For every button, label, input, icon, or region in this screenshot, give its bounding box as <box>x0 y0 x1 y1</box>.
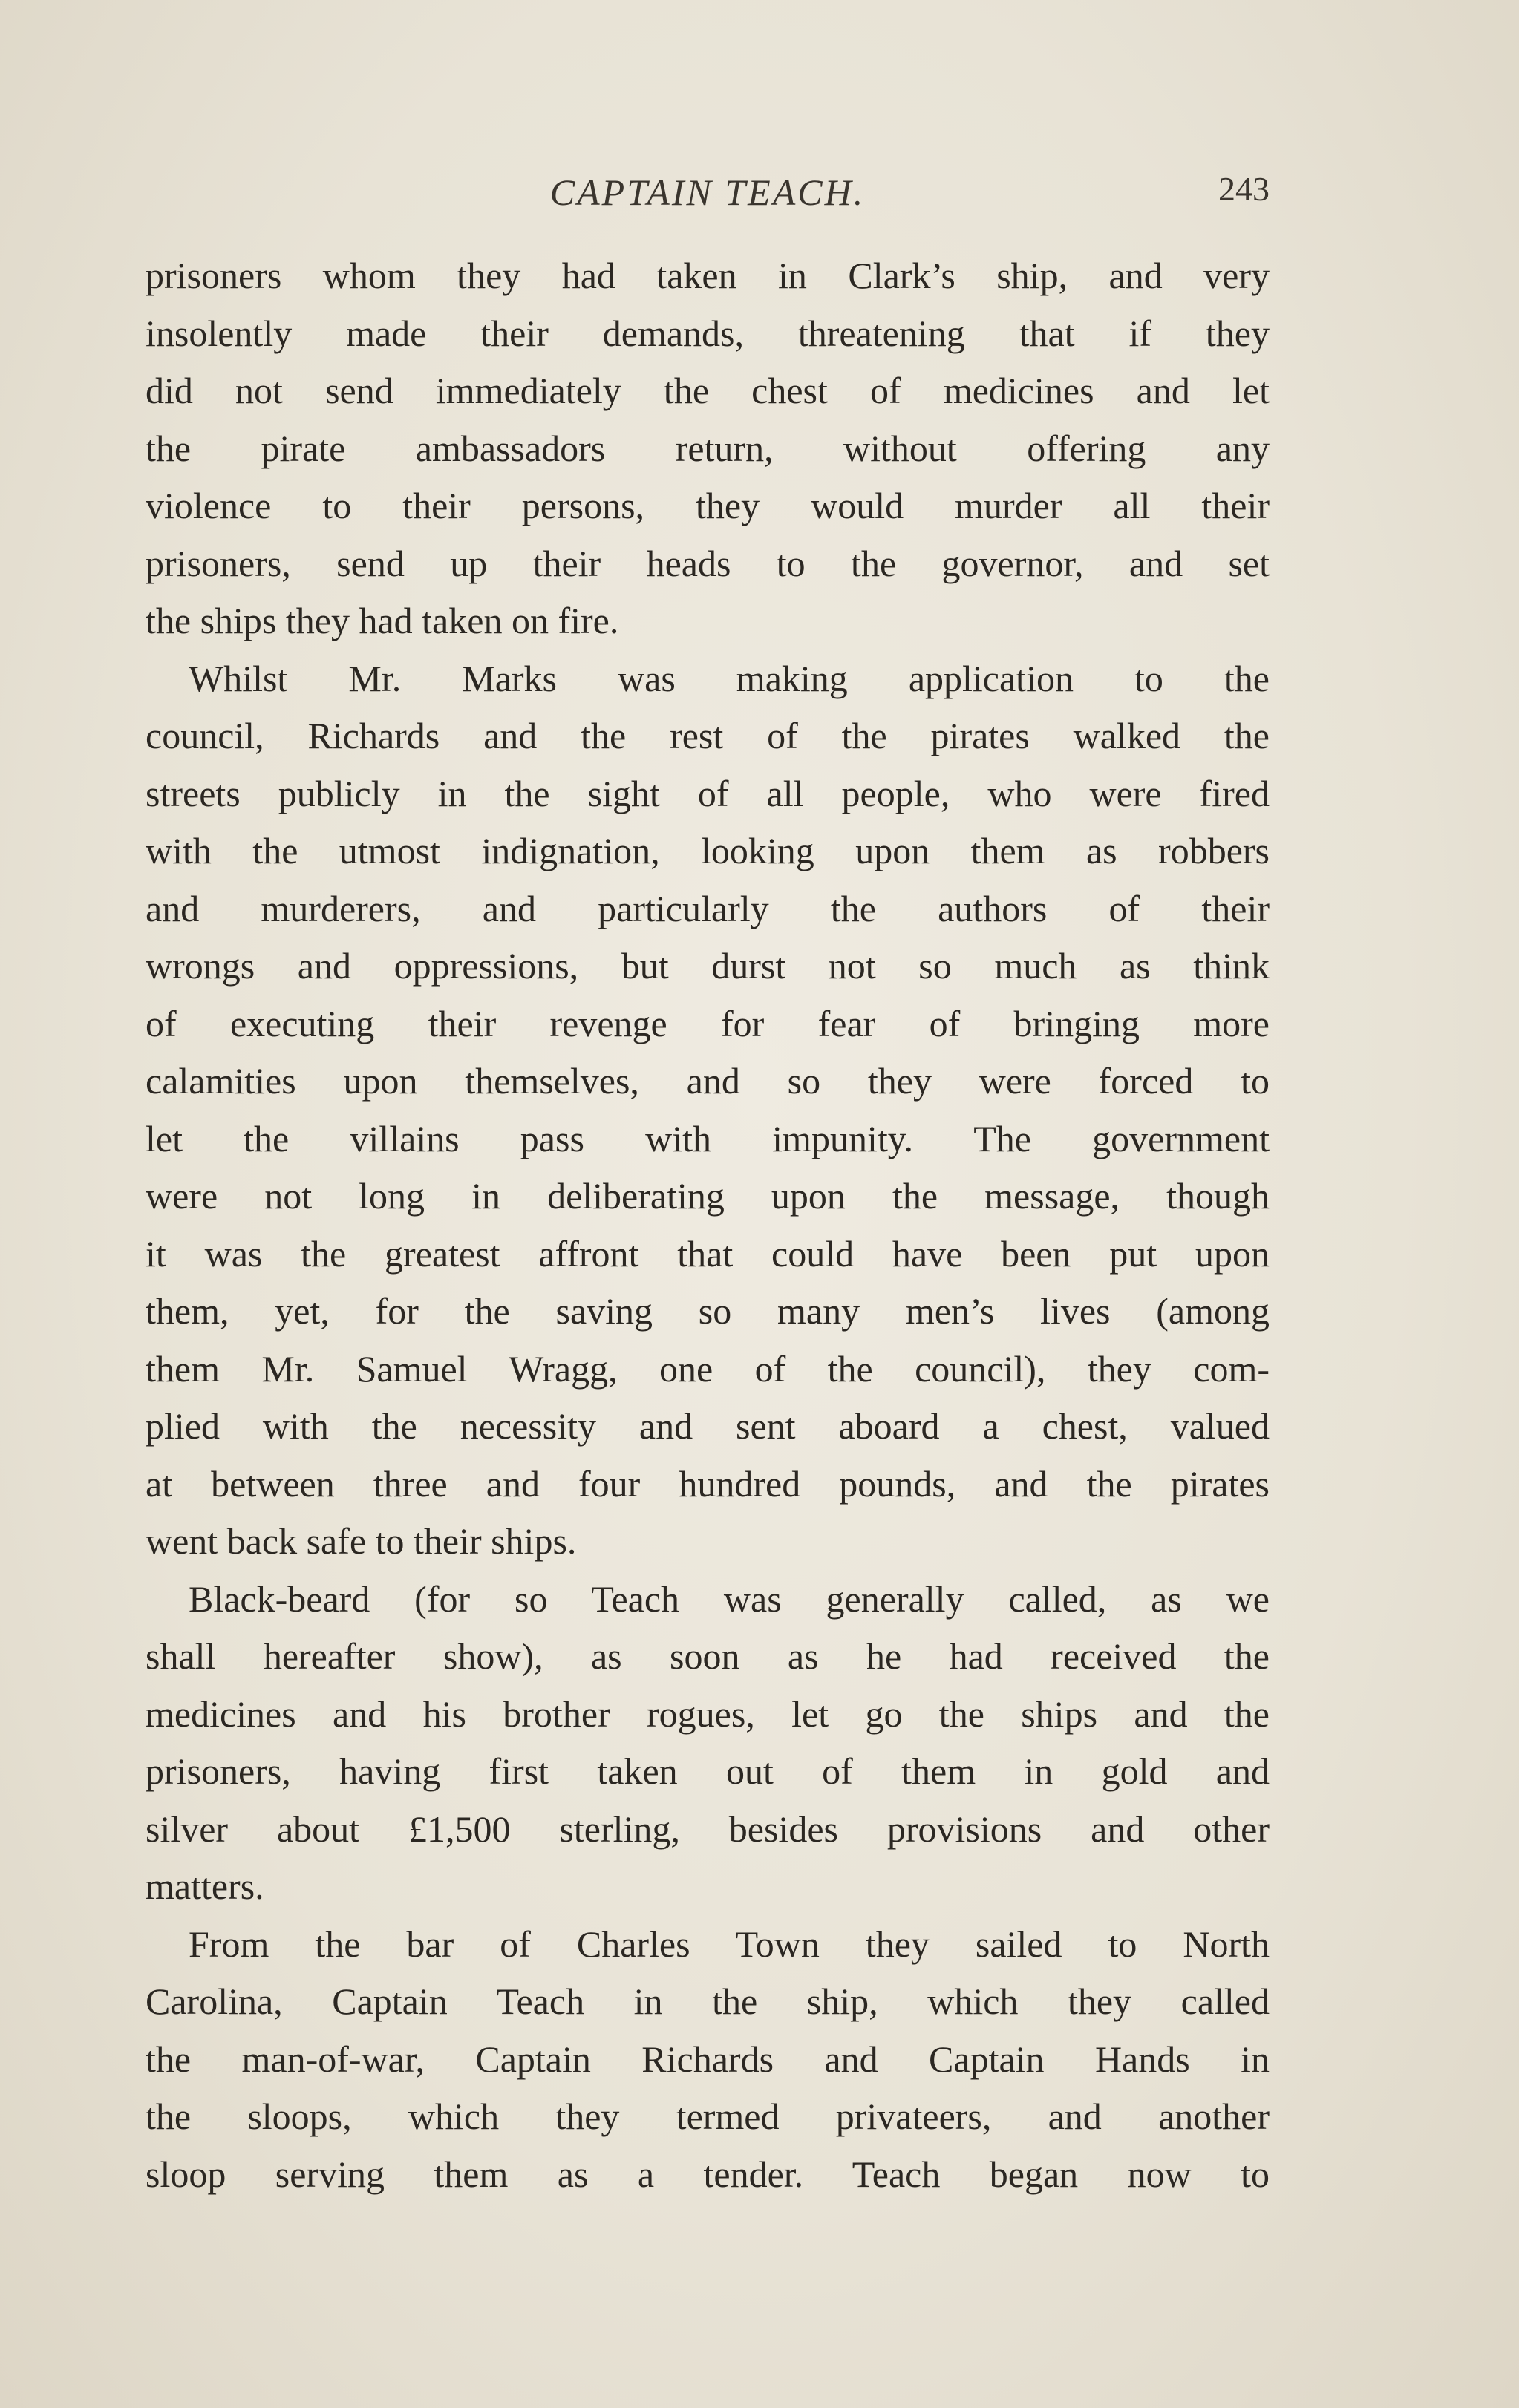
text-line: medicines and his brother rogues, let go the ships and the <box>146 1692 1270 1735</box>
text-line: the pirate ambassadors return, without offering any <box>146 427 1270 469</box>
text-line: them Mr. Samuel Wragg, one of the council), they com- <box>146 1347 1270 1390</box>
text-line: prisoners whom they had taken in Clark’s ship, and very <box>146 255 1270 296</box>
text-line: with the utmost indignation, looking upon them as robbers <box>146 830 1270 871</box>
text-line: sloop serving them as a tender. Teach began now to <box>146 2153 1270 2195</box>
text-line: shall hereafter show), as soon as he had received the <box>146 1635 1270 1677</box>
text-line: the ships they had taken on fire. <box>146 600 619 641</box>
text-line: let the villains pass with impunity. The government <box>146 1117 1270 1159</box>
page-header <box>146 165 1270 217</box>
text-line: the sloops, which they termed privateers, and another <box>146 2095 1270 2137</box>
text-line: Whilst Mr. Marks was making application to the <box>189 657 1270 699</box>
body-text <box>146 247 1270 2203</box>
text-line: calamities upon themselves, and so they were forced to <box>146 1060 1270 1102</box>
text-line: them, yet, for the saving so many men’s lives (among <box>146 1290 1270 1332</box>
text-line: streets publicly in the sight of all people, who were fired <box>146 772 1270 814</box>
text-line: at between three and four hundred pounds, and the pirates <box>146 1462 1270 1505</box>
text-line: Black-beard (for so Teach was generally called, as we <box>189 1577 1270 1620</box>
text-line: Carolina, Captain Teach in the ship, which they called <box>146 1980 1270 2022</box>
text-line: were not long in deliberating upon the message, though <box>146 1175 1270 1217</box>
running-head: CAPTAIN TEACH. <box>549 171 866 213</box>
text-line: violence to their persons, they would murder all their <box>146 485 1270 526</box>
text-line: From the bar of Charles Town they sailed to North <box>189 1923 1270 1965</box>
text-line: insolently made their demands, threatening that if they <box>146 312 1270 354</box>
text-line: of executing their revenge for fear of bringing more <box>146 1002 1270 1044</box>
text-line: prisoners, send up their heads to the governor, and set <box>146 542 1270 584</box>
text-line: it was the greatest affront that could have been put upon <box>146 1232 1270 1275</box>
page-number: 243 <box>1218 170 1270 208</box>
text-line: matters. <box>146 1865 264 1907</box>
text-line: the man-of-war, Captain Richards and Captain Hands in <box>146 2038 1270 2080</box>
text-line: and murderers, and particularly the authors of their <box>146 887 1270 929</box>
text-line: council, Richards and the rest of the pirates walked the <box>146 715 1270 756</box>
text-line: plied with the necessity and sent aboard a chest, valued <box>146 1405 1270 1447</box>
text-line: silver about £1,500 sterling, besides provisions and other <box>146 1807 1270 1850</box>
text-line: did not send immediately the chest of medicines and let <box>146 370 1270 411</box>
text-line: went back safe to their ships. <box>146 1520 577 1562</box>
text-line: wrongs and oppressions, but durst not so much as think <box>146 945 1270 987</box>
text-line: prisoners, having first taken out of them in gold and <box>146 1750 1270 1792</box>
